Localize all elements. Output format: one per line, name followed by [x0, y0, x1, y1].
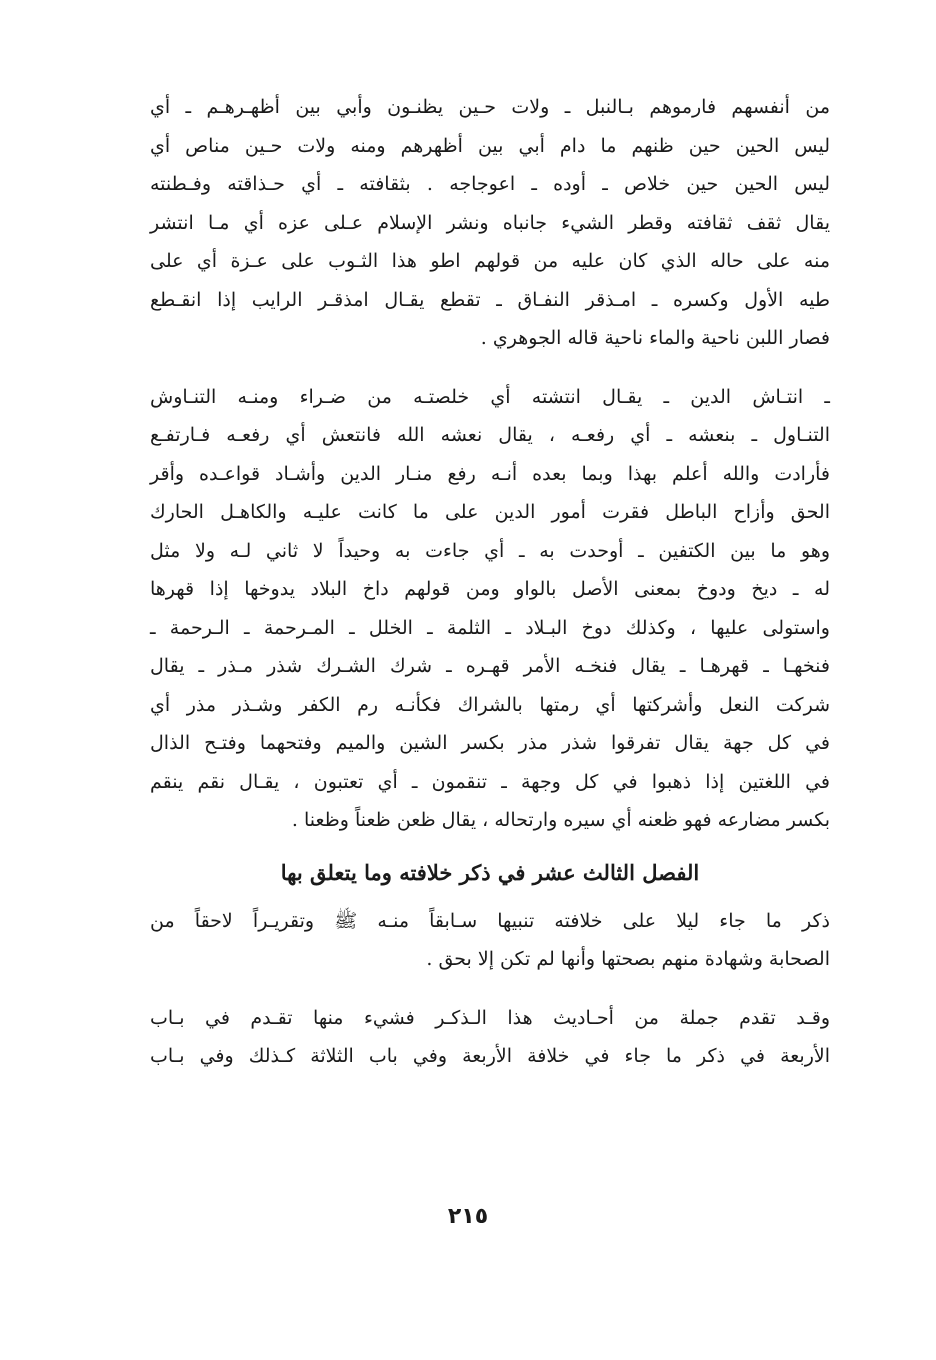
text-line: وقـد تقدم جملة من أحـاديث هذا الـذكـر فشيء منها تقـدم في بـاب — [150, 1006, 830, 1029]
text-line: طيه الأول وكسره ـ امـذقر النفـاق ـ تقطع يقـال امذقـر الرايب إذا انقـطع — [150, 288, 830, 311]
text-line: يقال ثقف ثقافته وقطر الشيء جانباه ونشر الإسلام عـلى عزه أي مـا انتشر — [150, 211, 830, 234]
text-line: الصحابة وشهادة منهم بصحتها وأنها لم تكن إلا بحق . — [426, 948, 830, 970]
paragraph-3 — [150, 902, 830, 979]
paragraph-4 — [150, 999, 830, 1076]
text-line: في كل جهة يقال تفرقوا شذر مذر بكسر الشين والميم وفتحهما وفتـح الذال — [150, 732, 830, 754]
text-line: بكسر مضارعه فهو ظعنه أي سيره وارتحاله ، يقال ظعن ظعناً وظعنا . — [291, 809, 830, 831]
paragraph-1 — [150, 88, 830, 358]
text-line: فصار اللبن ناحية والماء ناحية قاله الجوهري . — [480, 327, 830, 349]
text-line: الحق وأزاح الباطل فقرت أمور الدين على ما كانت عليـه والكاهـل الحارك — [150, 501, 830, 523]
text-line: له ـ ديخ ودوخ بمعنى الأصل بالواو ومن قولهم داخ البلاد يدوخها إذا قهرها — [150, 578, 830, 600]
text-line: ذكر ما جاء ليلا على خلافته تنبيها سـابقاً منـه ﷺ وتقريـراً لاحقاً من — [150, 909, 830, 932]
page-body — [150, 88, 830, 1076]
text-line: وهو ما بين الكتفين ـ أوحدت به ـ أي جاءت به وحيداً لا ثاني لـه ولا مثل — [150, 539, 830, 562]
text-line: من أنفسهم فارموهم بـالنبل ـ ولات حـين يظنـون وأبي بين أظهـرهـم ـ أي — [150, 96, 830, 118]
text-line: منه على حاله الذي كان عليه من قولهم اطو هذا الثـوب على عـزة أي على — [150, 250, 830, 272]
text-line: الأربعة في ذكر ما جاء في خلافة الأربعة وفي باب الثلاثة كـذلك وفي بـاب — [150, 1045, 830, 1067]
text-line: شركت النعل وأشركتها أي رمتها بالشراك فكأنـه رم الكفر وشـذر مذر أي — [150, 693, 830, 716]
text-line: فنخهـا ـ قهرهـا ـ يقال فنخـه الأمر قهـره ـ شرك الشـرك شذر مـذر ـ يقال — [150, 655, 830, 677]
section-heading: الفصل الثالث عشر في ذكر خلافته وما يتعلق بها — [280, 859, 700, 885]
text-line: ليس الحين حين خلاص ـ أوده ـ اعوجاجه . بثقافته ـ أي حـذاقته وفـطنته — [150, 173, 830, 195]
text-line: ليس الحين حين ظنهم ما دام أبي بين أظهرهم ومنه ولات حـين مناص أي — [150, 134, 830, 157]
text-line: ـ انتـاش الدين ـ يقـال انتشته أي خلصتـه من ضـراء ومنـه التنـاوش — [150, 385, 830, 408]
page-number: ٢١٥ — [447, 1204, 489, 1229]
text-line: فأرادت والله أعلم بهذا وبما بعده أنـه رفع منـار الدين وأشـاد قواعـده وأقر — [150, 462, 830, 485]
text-line: في اللغتين إذا ذهبوا في كل وجهة ـ تنقمون ـ أي تعتبون ، يقـال نقم ينقم — [150, 770, 830, 793]
paragraph-2 — [150, 378, 830, 840]
text-line: واستولى عليها ، وكذلك دوخ البـلاد ـ الثلمة ـ الخلل ـ المـرحمة ـ الـرحمة ـ — [150, 616, 830, 639]
text-line: التنـاول ـ بنعشه ـ أي رفعـه ، يقال نعشه الله فانتعش أي رفعـه فـارتفـع — [150, 424, 830, 446]
